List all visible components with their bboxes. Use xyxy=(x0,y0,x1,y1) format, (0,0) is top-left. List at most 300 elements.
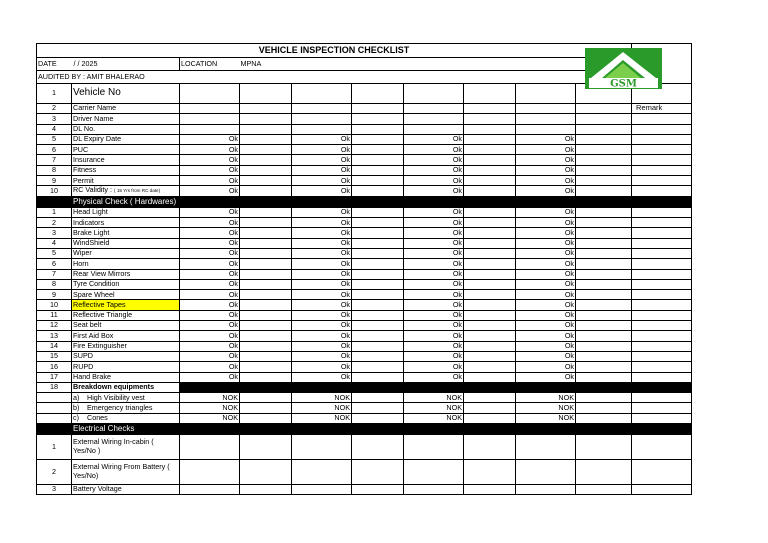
vehicle-4-spacer xyxy=(576,186,632,196)
vehicle-2-spacer xyxy=(352,279,404,289)
row-label: SUPD xyxy=(72,351,180,361)
row-number: 6 xyxy=(37,145,72,155)
row-label: Indicators xyxy=(72,218,180,228)
vehicle-3-spacer xyxy=(464,321,516,331)
row-number-blank xyxy=(37,403,72,413)
vehicle-3-status: Ok xyxy=(404,362,464,372)
remark-cell xyxy=(632,413,692,423)
row-number: 6 xyxy=(37,259,72,269)
checklist-row xyxy=(37,331,692,341)
vehicle-3-number xyxy=(404,84,464,104)
checklist-row xyxy=(37,485,692,495)
remark-cell xyxy=(632,259,692,269)
checklist-row xyxy=(37,372,692,382)
vehicle-4-status xyxy=(516,124,576,134)
row-number-blank xyxy=(37,413,72,423)
vehicle-1-spacer xyxy=(240,300,292,310)
vehicle-4-status xyxy=(516,435,576,460)
remark-cell xyxy=(632,321,692,331)
vehicle-2-status: Ok xyxy=(292,310,352,320)
checklist-row xyxy=(37,104,692,114)
rc-validity-note: ( 15 Yrs from RC date) xyxy=(114,188,161,194)
vehicle-1-spacer xyxy=(240,460,292,485)
inspection-checklist-sheet xyxy=(36,43,692,495)
row-label: DL Expiry Date xyxy=(72,134,180,144)
vehicle-2-status: Ok xyxy=(292,165,352,175)
checklist-row xyxy=(37,269,692,279)
row-label: Breakdown equipments xyxy=(72,382,180,392)
vehicle-4-status: NOK xyxy=(516,393,576,403)
row-label: Reflective Triangle xyxy=(72,310,180,320)
vehicle-3-status: Ok xyxy=(404,186,464,196)
vehicle-3-status: Ok xyxy=(404,176,464,186)
vehicle-2-status: Ok xyxy=(292,331,352,341)
vehicle-1-status: Ok xyxy=(180,279,240,289)
remark-cell xyxy=(632,248,692,258)
vehicle-4-spacer xyxy=(576,300,632,310)
vehicle-3-status: Ok xyxy=(404,218,464,228)
vehicle-4-spacer xyxy=(576,176,632,186)
vehicle-3-status: Ok xyxy=(404,134,464,144)
vehicle-4-spacer xyxy=(576,279,632,289)
vehicle-4-spacer xyxy=(576,321,632,331)
remark-label: Remark xyxy=(636,103,663,112)
vehicle-4-status: Ok xyxy=(516,248,576,258)
vehicle-2-spacer xyxy=(352,269,404,279)
vehicle-3-status: Ok xyxy=(404,228,464,238)
vehicle-1-status: Ok xyxy=(180,372,240,382)
remark-cell xyxy=(632,134,692,144)
vehicle-2-status: Ok xyxy=(292,248,352,258)
vehicle-3-spacer xyxy=(464,413,516,423)
row-label xyxy=(72,413,180,423)
row-number: 1 xyxy=(37,435,72,460)
vehicle-1-spacer xyxy=(240,248,292,258)
vehicle-3-spacer xyxy=(464,134,516,144)
vehicle-1-spacer xyxy=(240,393,292,403)
row-number: 7 xyxy=(37,269,72,279)
vehicle-2-spacer xyxy=(352,207,404,217)
checklist-row xyxy=(37,238,692,248)
vehicle-4-status: Ok xyxy=(516,351,576,361)
checklist-row xyxy=(37,218,692,228)
vehicle-3-spacer xyxy=(464,460,516,485)
row-label: Driver Name xyxy=(72,114,180,124)
vehicle-3-status: Ok xyxy=(404,372,464,382)
vehicle-3-spacer xyxy=(464,341,516,351)
vehicle-4-status: Ok xyxy=(516,218,576,228)
vehicle-1-number xyxy=(180,84,240,104)
vehicle-3-spacer xyxy=(464,351,516,361)
vehicle-3-spacer xyxy=(464,372,516,382)
vehicle-1-status: Ok xyxy=(180,362,240,372)
vehicle-1-spacer xyxy=(240,104,292,114)
row-number: 2 xyxy=(37,218,72,228)
vehicle-1-spacer xyxy=(240,165,292,175)
vehicle-3-spacer xyxy=(464,165,516,175)
rc-validity-label: RC Validity : xyxy=(73,185,113,195)
vehicle-2-spacer xyxy=(352,341,404,351)
vehicle-1-status: Ok xyxy=(180,186,240,196)
gsm-logo-text: GSM xyxy=(610,78,637,89)
checklist-row xyxy=(37,124,692,134)
vehicle-1-status: Ok xyxy=(180,218,240,228)
vehicle-4-status: Ok xyxy=(516,269,576,279)
vehicle-2-spacer xyxy=(352,155,404,165)
vehicle-4-status: Ok xyxy=(516,228,576,238)
vehicle-4-spacer xyxy=(576,403,632,413)
row-label: First Aid Box xyxy=(72,331,180,341)
vehicle-1-spacer xyxy=(240,259,292,269)
vehicle-2-spacer xyxy=(352,485,404,495)
vehicle-3-spacer xyxy=(464,279,516,289)
remark-cell xyxy=(632,238,692,248)
vehicle-4-spacer xyxy=(576,218,632,228)
vehicle-2-spacer xyxy=(352,218,404,228)
row-number: 16 xyxy=(37,362,72,372)
row-label: Tyre Condition xyxy=(72,279,180,289)
vehicle-4-spacer xyxy=(576,351,632,361)
vehicle-1-spacer xyxy=(240,341,292,351)
vehicle-3-spacer xyxy=(464,269,516,279)
vehicle-3-spacer xyxy=(464,393,516,403)
row-number: 12 xyxy=(37,321,72,331)
row-number: 11 xyxy=(37,310,72,320)
row-number: 5 xyxy=(37,248,72,258)
row-number: 1 xyxy=(37,84,72,104)
checklist-row xyxy=(37,259,692,269)
row-label: Brake Light xyxy=(72,228,180,238)
vehicle-3-status xyxy=(404,460,464,485)
gsm-logo-graphic xyxy=(585,48,662,89)
vehicle-2-spacer xyxy=(352,248,404,258)
vehicle-3-spacer xyxy=(464,485,516,495)
vehicle-3-status: Ok xyxy=(404,259,464,269)
checklist-row xyxy=(37,134,692,144)
vehicle-1-spacer xyxy=(240,186,292,196)
vehicle-1-status: Ok xyxy=(180,331,240,341)
vehicle-2-status: Ok xyxy=(292,155,352,165)
vehicle-3-spacer xyxy=(464,403,516,413)
remark-cell xyxy=(632,279,692,289)
row-label: Vehicle No xyxy=(72,84,180,104)
checklist-row xyxy=(37,207,692,217)
row-label: RUPD xyxy=(72,362,180,372)
row-label: Wiper xyxy=(72,248,180,258)
vehicle-4-status: Ok xyxy=(516,134,576,144)
vehicle-3-status xyxy=(404,124,464,134)
vehicle-3-status: NOK xyxy=(404,393,464,403)
vehicle-2-status: Ok xyxy=(292,259,352,269)
remark-cell xyxy=(632,207,692,217)
vehicle-3-status: Ok xyxy=(404,290,464,300)
row-number: 2 xyxy=(37,460,72,485)
vehicle-1-spacer xyxy=(240,84,292,104)
checklist-row xyxy=(37,186,692,196)
vehicle-3-status: Ok xyxy=(404,269,464,279)
vehicle-2-status: Ok xyxy=(292,134,352,144)
row-label xyxy=(72,403,180,413)
vehicle-1-spacer xyxy=(240,362,292,372)
vehicle-3-spacer xyxy=(464,84,516,104)
vehicle-4-status: Ok xyxy=(516,259,576,269)
vehicle-1-spacer xyxy=(240,331,292,341)
vehicle-3-status: Ok xyxy=(404,155,464,165)
checklist-row xyxy=(37,176,692,186)
section-title: Physical Check ( Hardwares) xyxy=(72,196,692,207)
checklist-row xyxy=(37,145,692,155)
vehicle-4-status: Ok xyxy=(516,145,576,155)
row-number-blank xyxy=(37,393,72,403)
remark-cell xyxy=(632,310,692,320)
vehicle-4-status: Ok xyxy=(516,290,576,300)
row-number: 8 xyxy=(37,165,72,175)
vehicle-1-status xyxy=(180,460,240,485)
vehicle-1-status: Ok xyxy=(180,259,240,269)
vehicle-2-status: Ok xyxy=(292,362,352,372)
checklist-row xyxy=(37,248,692,258)
vehicle-1-status: Ok xyxy=(180,310,240,320)
vehicle-2-spacer xyxy=(352,228,404,238)
vehicle-4-spacer xyxy=(576,259,632,269)
vehicle-1-status: Ok xyxy=(180,134,240,144)
checklist-title: VEHICLE INSPECTION CHECKLIST xyxy=(37,44,632,58)
item-label: High Visibility vest xyxy=(87,392,145,402)
vehicle-4-status: Ok xyxy=(516,362,576,372)
vehicle-4-spacer xyxy=(576,310,632,320)
vehicle-1-spacer xyxy=(240,145,292,155)
row-number: 14 xyxy=(37,341,72,351)
vehicle-4-spacer xyxy=(576,134,632,144)
vehicle-3-spacer xyxy=(464,300,516,310)
row-number: 4 xyxy=(37,238,72,248)
date-value: / / 2025 xyxy=(72,58,180,71)
checklist-row xyxy=(37,279,692,289)
row-label: External Wiring From Battery ( Yes/No) xyxy=(72,460,180,485)
item-label: Cones xyxy=(87,413,108,423)
vehicle-4-status: Ok xyxy=(516,372,576,382)
vehicle-4-status: NOK xyxy=(516,413,576,423)
remark-cell xyxy=(632,300,692,310)
vehicle-1-spacer xyxy=(240,321,292,331)
remark-cell xyxy=(632,393,692,403)
remark-cell xyxy=(632,362,692,372)
location-label: LOCATION xyxy=(180,58,240,71)
vehicle-4-spacer xyxy=(576,341,632,351)
vehicle-4-status xyxy=(516,485,576,495)
vehicle-2-status: Ok xyxy=(292,279,352,289)
vehicle-2-status: Ok xyxy=(292,207,352,217)
checklist-row xyxy=(37,362,692,372)
row-number: 15 xyxy=(37,351,72,361)
vehicle-3-spacer xyxy=(464,362,516,372)
row-number: 10 xyxy=(37,300,72,310)
vehicle-1-status xyxy=(180,114,240,124)
vehicle-1-status: Ok xyxy=(180,321,240,331)
vehicle-4-spacer xyxy=(576,485,632,495)
vehicle-4-spacer xyxy=(576,413,632,423)
vehicle-2-spacer xyxy=(352,165,404,175)
vehicle-3-status xyxy=(404,435,464,460)
item-letter: a) xyxy=(73,392,80,402)
vehicle-3-status: Ok xyxy=(404,351,464,361)
breakdown-bar xyxy=(180,382,692,392)
vehicle-4-status xyxy=(516,460,576,485)
vehicle-1-status xyxy=(180,485,240,495)
vehicle-2-spacer xyxy=(352,290,404,300)
vehicle-3-status: Ok xyxy=(404,310,464,320)
vehicle-2-spacer xyxy=(352,300,404,310)
remark-cell xyxy=(632,435,692,460)
vehicle-2-spacer xyxy=(352,310,404,320)
vehicle-1-status: Ok xyxy=(180,176,240,186)
vehicle-4-spacer xyxy=(576,290,632,300)
vehicle-3-status: Ok xyxy=(404,321,464,331)
vehicle-1-spacer xyxy=(240,207,292,217)
row-label: Fitness xyxy=(72,165,180,175)
vehicle-2-spacer xyxy=(352,84,404,104)
vehicle-2-status: Ok xyxy=(292,228,352,238)
row-number: 9 xyxy=(37,290,72,300)
vehicle-2-status: Ok xyxy=(292,186,352,196)
vehicle-4-status: Ok xyxy=(516,186,576,196)
vehicle-3-spacer xyxy=(464,310,516,320)
vehicle-4-spacer xyxy=(576,165,632,175)
audited-by: AUDITED BY : AMIT BHALERAO xyxy=(37,71,632,84)
vehicle-4-status xyxy=(516,104,576,114)
breakdown-header xyxy=(37,382,692,392)
vehicle-1-status: Ok xyxy=(180,165,240,175)
electrical-checks-header xyxy=(37,424,692,435)
checklist-row xyxy=(37,435,692,460)
vehicle-1-spacer xyxy=(240,218,292,228)
vehicle-1-spacer xyxy=(240,176,292,186)
vehicle-2-spacer xyxy=(352,372,404,382)
remark-cell xyxy=(632,176,692,186)
row-number: 18 xyxy=(37,382,72,392)
vehicle-2-status: Ok xyxy=(292,145,352,155)
remark-cell xyxy=(632,460,692,485)
row-number: 3 xyxy=(37,114,72,124)
vehicle-1-status: Ok xyxy=(180,351,240,361)
vehicle-1-spacer xyxy=(240,351,292,361)
vehicle-4-status: Ok xyxy=(516,165,576,175)
checklist-row xyxy=(37,300,692,310)
vehicle-2-spacer xyxy=(352,403,404,413)
vehicle-1-spacer xyxy=(240,413,292,423)
vehicle-2-status: Ok xyxy=(292,372,352,382)
checklist-row xyxy=(37,114,692,124)
checklist-row xyxy=(37,460,692,485)
vehicle-1-status: Ok xyxy=(180,145,240,155)
row-number: 7 xyxy=(37,155,72,165)
remark-cell xyxy=(632,114,692,124)
vehicle-2-spacer xyxy=(352,435,404,460)
checklist-row xyxy=(37,228,692,238)
vehicle-4-status: Ok xyxy=(516,341,576,351)
vehicle-2-spacer xyxy=(352,186,404,196)
vehicle-3-spacer xyxy=(464,145,516,155)
vehicle-1-spacer xyxy=(240,124,292,134)
vehicle-1-spacer xyxy=(240,155,292,165)
vehicle-1-status: Ok xyxy=(180,269,240,279)
row-number: 10 xyxy=(37,186,72,196)
vehicle-4-status: Ok xyxy=(516,238,576,248)
row-number: 3 xyxy=(37,228,72,238)
row-number: 9 xyxy=(37,176,72,186)
vehicle-2-spacer xyxy=(352,362,404,372)
vehicle-4-spacer xyxy=(576,145,632,155)
vehicle-2-status xyxy=(292,485,352,495)
vehicle-2-spacer xyxy=(352,104,404,114)
vehicle-2-status: NOK xyxy=(292,393,352,403)
row-label: Carrier Name xyxy=(72,104,180,114)
vehicle-4-status: Ok xyxy=(516,155,576,165)
vehicle-2-status xyxy=(292,104,352,114)
remark-cell xyxy=(632,218,692,228)
vehicle-3-spacer xyxy=(464,104,516,114)
gsm-logo xyxy=(585,48,662,89)
vehicle-3-spacer xyxy=(464,176,516,186)
vehicle-3-spacer xyxy=(464,331,516,341)
row-label: Seat belt xyxy=(72,321,180,331)
row-label: Rear View Mirrors xyxy=(72,269,180,279)
vehicle-3-status xyxy=(404,485,464,495)
vehicle-4-spacer xyxy=(576,372,632,382)
vehicle-2-status: NOK xyxy=(292,413,352,423)
vehicle-4-spacer xyxy=(576,238,632,248)
remark-cell xyxy=(632,269,692,279)
checklist-row xyxy=(37,351,692,361)
section-number xyxy=(37,424,72,435)
vehicle-1-status xyxy=(180,104,240,114)
vehicle-1-spacer xyxy=(240,310,292,320)
row-label: Permit xyxy=(72,176,180,186)
vehicle-4-status: Ok xyxy=(516,331,576,341)
checklist-row xyxy=(37,310,692,320)
vehicle-3-status: Ok xyxy=(404,207,464,217)
vehicle-1-status: Ok xyxy=(180,155,240,165)
checklist-row xyxy=(37,165,692,175)
vehicle-1-status: Ok xyxy=(180,248,240,258)
remark-cell xyxy=(632,155,692,165)
vehicle-1-spacer xyxy=(240,290,292,300)
vehicle-2-spacer xyxy=(352,351,404,361)
vehicle-4-status: Ok xyxy=(516,310,576,320)
vehicle-3-spacer xyxy=(464,207,516,217)
vehicle-2-status xyxy=(292,114,352,124)
remark-cell xyxy=(632,485,692,495)
vehicle-4-spacer xyxy=(576,393,632,403)
vehicle-4-status: Ok xyxy=(516,300,576,310)
vehicle-1-spacer xyxy=(240,114,292,124)
vehicle-1-spacer xyxy=(240,372,292,382)
remark-cell xyxy=(632,372,692,382)
section-number xyxy=(37,196,72,207)
row-label: Horn xyxy=(72,259,180,269)
vehicle-3-status xyxy=(404,104,464,114)
vehicle-3-status: Ok xyxy=(404,341,464,351)
row-label: Fire Extinguisher xyxy=(72,341,180,351)
vehicle-1-status: Ok xyxy=(180,341,240,351)
row-label: PUC xyxy=(72,145,180,155)
vehicle-4-spacer xyxy=(576,207,632,217)
vehicle-2-status xyxy=(292,460,352,485)
vehicle-4-spacer xyxy=(576,435,632,460)
vehicle-2-spacer xyxy=(352,124,404,134)
vehicle-3-spacer xyxy=(464,259,516,269)
vehicle-4-status: Ok xyxy=(516,176,576,186)
